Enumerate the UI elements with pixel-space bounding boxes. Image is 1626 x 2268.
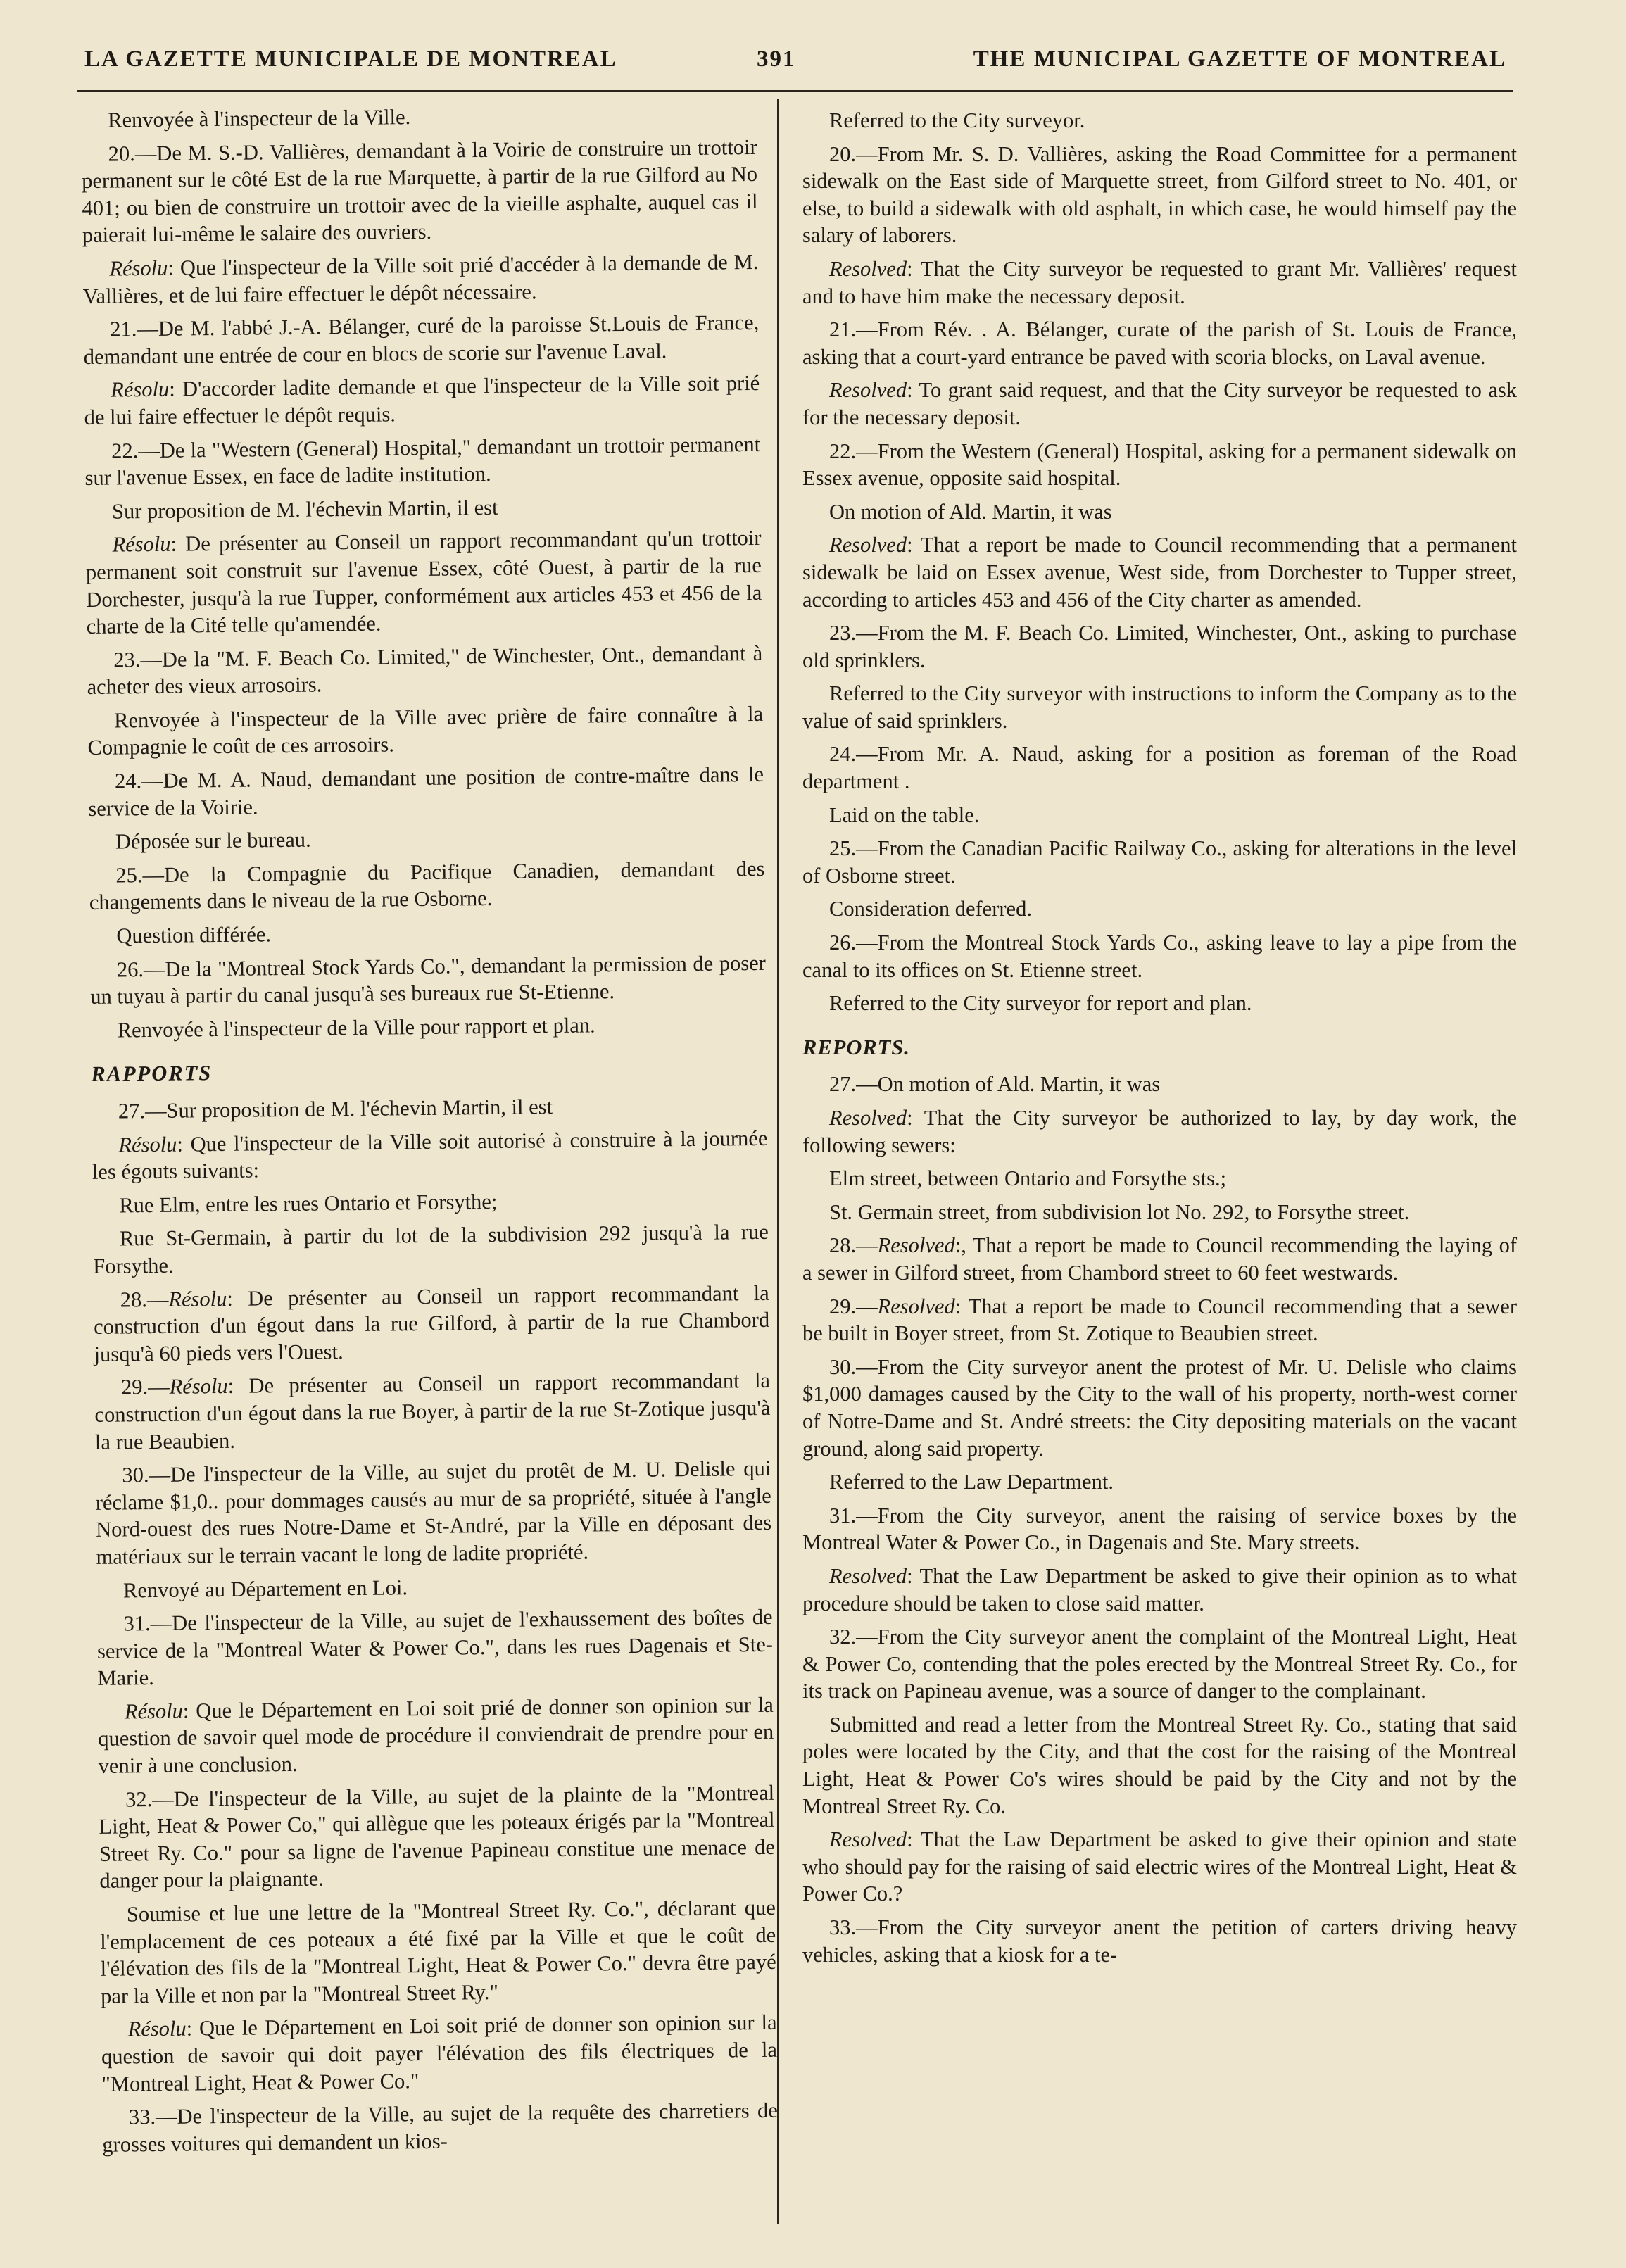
resolution-text: : D'accorder ladite demande et que l'inspecteur de la Ville soit prié de lui faire effectuer le dépôt requis. [84,371,760,429]
resolution [802,1104,1517,1159]
item-22: 22.—De la "Western (General) Hospital," demandant un trottoir permanent sur l'avenue Essex, en face de ladite institution. [84,431,761,491]
english-column [802,107,1517,1974]
resolution [82,248,759,310]
resolution-text: : That the Law Department be asked to give their opinion as to what procedure should be taken to close said matter. [802,1563,1517,1615]
item-30: 30.—De l'inspecteur de la Ville, au sujet du protêt de M. U. Delisle qui réclame $1,0.. pour dommages causés au mur de sa propriété, située à l'angle Nord-ouest des rues Notre-Dame et St-André, par la Ville en déposant des matériaux sur le terrain vacant le long de ladite propriété. [95,1456,772,1569]
item-23: 23.—De la "M. F. Beach Co. Limited," de Winchester, Ont., demandant à acheter des vieux arrosoirs. [87,641,763,700]
item-21: 21.—De M. l'abbé J.-A. Bélanger, curé de la paroisse St.Louis de France, demandant une entrée de cour en blocs de scorie sur l'avenue Laval. [83,310,760,369]
resolution-text: : De présenter au Conseil un rapport recommandant qu'un trottoir permanent soit construit sur l'avenue Essex, côté Ouest, à partir de la rue Dorchester, jusqu'à la rue Tupper, conformément aux articles 453 et 456 de la charte de la Cité telle qu'amendée. [85,526,762,639]
resolution-text: : That the Law Department be asked to give their opinion and state who should pay for the raising of said electric wires of the Montreal Light, Heat & Power Co.? [802,1827,1517,1906]
paragraph: Elm street, between Ontario and Forsythe sts.; [829,1166,1227,1191]
header-rule [77,90,1513,92]
resolution-text: : De présenter au Conseil un rapport recommandant la construction d'un égout dans la rue Boyer, à partir de la rue St-Zotique jusqu'à la rue Beaubien. [94,1368,771,1454]
resolution-label: Resolved [829,256,907,281]
resolution-text: : To grant said request, and that the City surveyor be requested to ask for the necessary deposit. [802,378,1517,429]
item-23: 23.—From the M. F. Beach Co. Limited, Winchester, Ont., asking to purchase old sprinklers. [802,621,1517,672]
item-25: 25.—From the Canadian Pacific Railway Co., asking for alterations in the level of Osborne street. [802,836,1517,888]
resolution-label: Resolved [877,1233,955,1258]
paragraph: Referred to the City surveyor with instructions to inform the Company as to the value of said sprinklers. [802,681,1517,733]
header-english-title: THE MUNICIPAL GAZETTE OF MONTREAL [973,46,1506,72]
resolution [98,1691,774,1780]
resolution-text: : That a report be made to Council recommending that a sewer be built in Boyer street, from St. Zotique to Beaubien street. [802,1294,1517,1346]
item-28 [94,1279,770,1368]
item-29 [94,1367,771,1456]
column-divider [777,99,779,2224]
resolution [802,1826,1517,1908]
paragraph: Renvoyée à l'inspecteur de la Ville pour rapport et plan. [117,1013,595,1042]
paragraph: Question différée. [116,922,272,948]
resolution-label: Resolved [829,1827,907,1852]
item-number: 29.— [120,1375,170,1399]
page-header [84,41,1506,86]
item-20: 20.—De M. S.-D. Vallières, demandant à la Voirie de construire un trottoir permanent sur le côté Est de la rue Marquette, à partir de la rue Gilford au No 401; ou bien de construire un trottoir avec de la vieille asphalte, auquel cas il paierait lui-même le salaire des ouvriers. [81,134,758,248]
resolution-label: Résolu [124,1699,184,1724]
paragraph: Rue St-Germain, à partir du lot de la subdivision 292 jusqu'à la rue Forsythe. [93,1220,769,1278]
paragraph: Renvoyé au Département en Loi. [122,1575,408,1602]
resolution-label: Résolu [111,377,170,402]
resolution-text: : Que l'inspecteur de la Ville soit prié d'accéder à la demande de M. Vallières, et de lui faire effectuer le dépôt nécessaire. [82,249,759,308]
item-24: 24.—De M. A. Naud, demandant une position de contre-maître dans le service de la Voirie. [88,762,764,821]
resolution-label: Résolu [112,532,171,557]
paragraph: Soumise et lue une lettre de la "Montreal Street Ry. Co.", déclarant que l'emplacement de ces poteaux a été fixé par la Ville et que le coût de l'élévation des fils de la "Montreal Light, Heat & Power Co." devra être payé par la Ville et non par la "Montreal Street Ry." [100,1895,776,2008]
resolution [84,370,760,431]
resolution-label: Résolu [109,256,168,281]
header-french-title: LA GAZETTE MUNICIPALE DE MONTREAL [84,46,617,72]
item-33: 33.—De l'inspecteur de la Ville, au sujet de la requête des charretiers de grosses voitures qui demandent un kios- [102,2098,779,2157]
item-30: 30.—From the City surveyor anent the protest of Mr. U. Delisle who claims $1,000 damages caused by the City to the wall of his property, north-west corner of Notre-Dame and St. André streets: the City depositing materials on the vacant ground, along said property. [802,1354,1517,1461]
item-28 [802,1232,1517,1286]
item-number: 29.— [829,1294,878,1318]
item-20: 20.—From Mr. S. D. Vallières, asking the Road Committee for a permanent sidewalk on the East side of Marquette street, from Gilford street to No. 401, or else, to build a sidewalk with old asphalt, in which case, he would himself pay the salary of laborers. [802,141,1517,248]
resolution-text: : That the City surveyor be requested to grant Mr. Vallières' request and to have him make the necessary deposit. [802,256,1517,308]
item-22: 22.—From the Western (General) Hospital, asking for a permanent sidewalk on Essex avenue, opposite said hospital. [802,439,1517,491]
resolution-label: Résolu [168,1286,227,1311]
section-heading: REPORTS. [802,1035,910,1059]
item-27: 27.—Sur proposition de M. l'échevin Martin, il est [118,1095,553,1123]
motion: On motion of Ald. Martin, it was [829,499,1112,524]
resolution [802,531,1517,613]
paragraph: Referred to the City surveyor for report and plan. [829,991,1252,1016]
resolution-label: Resolved [829,1563,907,1588]
item-25: 25.—De la Compagnie du Pacifique Canadien, demandant des changements dans le niveau de la rue Osborne. [89,856,765,915]
item-number: 28.— [829,1233,878,1258]
resolution-text: : Que le Département en Loi soit prié de donner son opinion sur la question de savoir qui doit payer l'élévation des fils électriques de la "Montreal Light, Heat & Power Co." [101,2010,778,2096]
item-33: 33.—From the City surveyor anent the petition of carters driving heavy vehicles, asking that a kiosk for a te- [802,1915,1517,1967]
resolution-label: Resolved [829,533,907,557]
resolution-text: : Que le Département en Loi soit prié de donner son opinion sur la question de savoir quel mode de procédure il conviendrait de prendre pour en venir à une conclusion. [98,1692,774,1778]
section-heading: RAPPORTS [91,1061,213,1087]
resolution-label: Résolu [127,2016,187,2041]
paragraph: Renvoyée à l'inspecteur de la Ville. [108,105,411,132]
item-26: 26.—From the Montreal Stock Yards Co., asking leave to lay a pipe from the canal to its offices on St. Etienne street. [802,931,1517,982]
item-32: 32.—De l'inspecteur de la Ville, au sujet de la plainte de la "Montreal Light, Heat & Power Co," qui allègue que les poteaux érigés par la "Montreal Street Ry. Co." pour sa ligne de l'avenue Papineau constitue une menace de danger pour la plaignante. [99,1780,776,1894]
item-32: 32.—From the City surveyor anent the complaint of the Montreal Light, Heat & Power Co, contending that the poles erected by the Montreal Street Ry. Co., for its track on Papineau avenue, was a source of danger to the complainant. [802,1625,1517,1703]
item-number: 28.— [120,1287,169,1312]
resolution-text: : De présenter au Conseil un rapport recommandant la construction d'un égout dans la rue Gilford, à partir de la rue Chambord jusqu'à 60 pieds vers l'Ouest. [93,1280,770,1366]
resolution-text: : Que l'inspecteur de la Ville soit autorisé à construire à la journée les égouts suivants: [92,1126,768,1185]
item-24: 24.—From Mr. A. Naud, asking for a position as foreman of the Road department . [802,742,1517,794]
paragraph: Submitted and read a letter from the Montreal Street Ry. Co., stating that said poles were located by the City, and that the cost for the raising of the Montreal Light, Heat & Power Co's wires should be paid by the City and not by the Montreal Street Ry. Co. [802,1712,1517,1818]
resolution-text: : That the City surveyor be authorized to lay, by day work, the following sewers: [802,1106,1517,1157]
resolution [802,256,1517,310]
paragraph: Renvoyée à l'inspecteur de la Ville avec prière de faire connaître à la Compagnie le coût de ces arrosoirs. [87,701,764,760]
resolution-text: :, That a report be made to Council recommending the laying of a sewer in Gilford street, from Chambord street to 60 feet westwards. [802,1233,1517,1285]
motion: Sur proposition de M. l'échevin Martin, il est [111,495,498,524]
resolution-label: Resolved [829,378,907,403]
resolution [101,2009,777,2098]
item-31: 31.—From the City surveyor, anent the raising of service boxes by the Montreal Water & Power Co., in Dagenais and Ste. Mary streets. [802,1503,1517,1555]
item-31: 31.—De l'inspecteur de la Ville, au sujet de l'exhaussement des boîtes de service de la "Montreal Water & Power Co.", dans les rues Dagenais et Ste-Marie. [96,1604,774,1691]
paragraph: Rue Elm, entre les rues Ontario et Forsythe; [119,1189,498,1218]
resolution-label: Résolu [169,1374,228,1399]
french-column [81,100,779,2165]
paragraph: Referred to the Law Department. [829,1470,1114,1494]
resolution [92,1124,768,1185]
item-21: 21.—From Rév. . A. Bélanger, curate of the parish of St. Louis de France, asking that a court-yard entrance be paved with scoria blocks, on Laval avenue. [802,317,1517,369]
item-26: 26.—De la "Montreal Stock Yards Co.", demandant la permission de poser un tuyau à partir du canal jusqu'à ses bureaux rue St-Etienne. [90,950,766,1009]
paragraph: St. Germain street, from subdivision lot No. 292, to Forsythe street. [829,1199,1410,1224]
resolution-label: Resolved [829,1106,907,1130]
paragraph: Consideration deferred. [829,897,1032,921]
resolution [802,377,1517,431]
resolution [802,1563,1517,1617]
paragraph: Déposée sur le bureau. [115,827,311,854]
resolution-text: : That a report be made to Council recommending that a permanent sidewalk be laid on Essex avenue, West side, from Dorchester to Tupper street, according to articles 453 and 456 of the City charter as amended. [802,533,1517,612]
resolution-label: Resolved [877,1294,955,1318]
item-27: 27.—On motion of Ald. Martin, it was [829,1072,1161,1097]
paragraph: Referred to the City surveyor. [829,108,1085,132]
resolution [85,524,762,640]
page-number: 391 [757,46,796,72]
paragraph: Laid on the table. [829,802,980,827]
resolution-label: Résolu [118,1132,177,1157]
item-29 [802,1293,1517,1347]
